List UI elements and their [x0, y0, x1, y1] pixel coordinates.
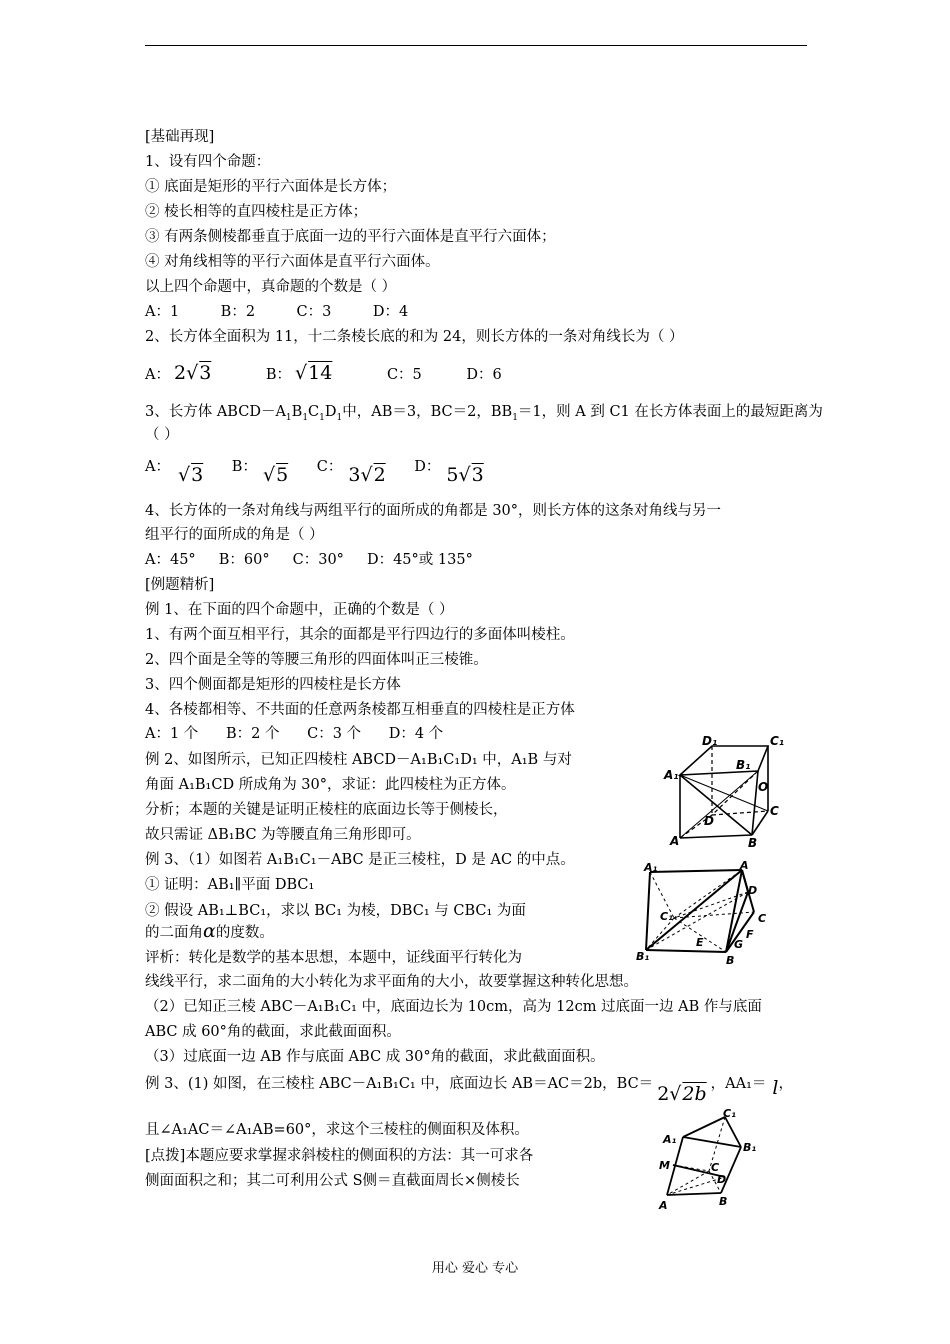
example-3-sub-2-cont: ABC 成 60°角的截面，求此截面面积。 — [145, 1024, 401, 1040]
label-c1: C₁ — [660, 910, 673, 923]
question-2: 2、长方体全面积为 11，十二条棱长底的和为 24，则长方体的一条对角线长为（ ） — [145, 329, 684, 345]
label-a1: A₁ — [663, 1133, 677, 1146]
example-4-line-1: 例 3、(1) 如图，在三棱柱 ABC－A₁B₁C₁ 中，底面边长 AB＝AC＝2b，BC＝ 2√2b ，AA₁＝ l， — [145, 1076, 793, 1105]
label-b1: B₁ — [636, 950, 650, 963]
label-a1: A₁ — [664, 768, 679, 782]
example-3-part-2-cont: 的二面角α的度数。 — [145, 920, 274, 942]
label-d: D — [704, 814, 714, 828]
option-a-value: √3 — [177, 464, 204, 486]
example-1-options: A：1 个 B：2 个 C：3 个 D：4 个 — [145, 726, 444, 742]
example-3-sub-3: （3）过底面一边 AB 作与底面 ABC 成 30°角的截面，求此截面面积。 — [145, 1049, 605, 1065]
question-4-options: A：45° B：60° C：30° D：45°或 135° — [145, 552, 473, 568]
option-b-value: √5 — [262, 464, 289, 486]
label-b1: B₁ — [743, 1141, 757, 1154]
option-a-value: 2√3 — [173, 362, 212, 384]
proposition-4: ④ 对角线相等的平行六面体是直平行六面体。 — [145, 254, 440, 270]
example-1-item-2: 2、四个面是全等的等腰三角形的四面体叫正三棱锥。 — [145, 652, 488, 668]
example-2-line-2: 角面 A₁B₁CD 所成角为 30°，求证：此四棱柱为正方体。 — [145, 777, 516, 793]
example-4-hint-1: [点拨]本题应要求掌握求斜棱柱的侧面积的方法：其一可求各 — [145, 1148, 534, 1164]
figure-square-prism — [660, 733, 790, 853]
example-4-line-2: 且∠A₁AC＝∠A₁AB=60°，求这个三棱柱的侧面积及体积。 — [145, 1122, 529, 1138]
label-c1: C₁ — [770, 734, 785, 748]
label-a: A — [670, 834, 680, 848]
example-3-part-1: ① 证明：AB₁∥平面 DBC₁ — [145, 877, 315, 893]
example-3-line-1: 例 3、（1）如图若 A₁B₁C₁－ABC 是正三棱柱，D 是 AC 的中点。 — [145, 852, 575, 868]
figure-triangular-prism — [630, 860, 775, 968]
option-b-value: √14 — [295, 362, 333, 384]
question-4: 4、长方体的一条对角线与两组平行的面所成的角都是 30°，则长方体的这条对角线与另一 — [145, 503, 722, 519]
option-d-value: 5√3 — [446, 464, 484, 486]
label-c: C — [711, 1161, 720, 1174]
section-heading-examples: [例题精析] — [145, 577, 215, 593]
example-1: 例 1、在下面的四个命题中，正确的个数是（ ） — [145, 602, 454, 618]
question-1: 1、设有四个命题： — [145, 154, 271, 170]
option-b-label: B： — [265, 367, 292, 383]
bc-value: 2√2b — [657, 1083, 707, 1105]
label-b: B — [719, 1195, 728, 1208]
proposition-2: ② 棱长相等的直四棱柱是正方体； — [145, 204, 368, 220]
page-footer: 用心 爱心 专心 — [431, 1261, 519, 1276]
example-3-part-2: ② 假设 AB₁⊥BC₁，求以 BC₁ 为棱，DBC₁ 与 CBC₁ 为面 — [145, 903, 526, 919]
label-g: G — [734, 938, 744, 951]
label-d: D — [717, 1173, 727, 1186]
example-3-comment-1: 评析：转化是数学的基本思想，本题中，证线面平行转化为 — [145, 950, 522, 966]
label-b: B — [748, 836, 758, 850]
question-3-options: A： √3 B： √5 C： 3√2 D： 5√3 — [145, 459, 484, 486]
figure-oblique-prism — [655, 1105, 775, 1213]
header-rule — [145, 45, 807, 46]
example-1-item-4: 4、各棱都相等、不共面的任意两条棱都互相垂直的四棱柱是正方体 — [145, 702, 575, 718]
label-b: B — [726, 954, 735, 967]
option-a-label: A： — [145, 367, 170, 383]
example-3-comment-2: 线线平行，求二面角的大小转化为求平面角的大小，故要掌握这种转化思想。 — [145, 974, 638, 990]
example-2-analysis-2: 故只需证 ΔB₁BC 为等腰直角三角形即可。 — [145, 827, 421, 843]
label-d: D — [748, 884, 758, 897]
label-c1: C₁ — [723, 1107, 736, 1120]
question-3-bracket: （ ） — [145, 427, 179, 443]
example-1-item-1: 1、有两个面互相平行，其余的面都是平行四边行的多面体叫棱柱。 — [145, 627, 575, 643]
example-2-analysis-1: 分析；本题的关键是证明正棱柱的底面边长等于侧棱长， — [145, 802, 508, 818]
question-2-options — [145, 363, 502, 385]
proposition-3: ③ 有两条侧棱都垂直于底面一边的平行六面体是直平行六面体； — [145, 229, 556, 245]
option-d: D：6 — [466, 367, 502, 383]
example-2-line-1: 例 2、如图所示，已知正四棱柱 ABCD－A₁B₁C₁D₁ 中，A₁B 与对 — [145, 752, 572, 768]
label-d1: D₁ — [702, 734, 718, 748]
question-1-prompt: 以上四个命题中，真命题的个数是（ ） — [145, 279, 397, 295]
label-f: F — [746, 928, 754, 941]
example-4-hint-2: 侧面面积之和；其二可利用公式 S侧＝直截面周长×侧棱长 — [145, 1173, 520, 1189]
label-m: M — [659, 1159, 670, 1172]
option-c-value: 3√2 — [348, 464, 386, 486]
question-4-cont: 组平行的面所成的角是（ ） — [145, 527, 324, 543]
section-heading-basic: [基础再现] — [145, 129, 215, 145]
question-3: 3、长方体 $ABCD-A_1B_1C_1D_1$中，AB＝3，BC＝2，$BB_1=1$，则 A 到 C1 在长方体表面上的最短距离为 — [145, 404, 823, 423]
label-b1: B₁ — [736, 758, 751, 772]
label-e: E — [696, 936, 704, 949]
label-a1: A₁ — [644, 861, 658, 874]
label-a: A — [659, 1199, 668, 1212]
label-c: C — [770, 804, 779, 818]
example-3-sub-2: （2）已知正三棱 ABC－A₁B₁C₁ 中，底面边长为 10cm，高为 12cm 过底面一边 AB 作与底面 — [145, 999, 762, 1015]
label-o: O — [758, 780, 769, 794]
proposition-1: ① 底面是矩形的平行六面体是长方体； — [145, 179, 397, 195]
question-1-options: A：1 B：2 C：3 D：4 — [145, 304, 409, 320]
option-c: C：5 — [386, 367, 422, 383]
example-1-item-3: 3、四个侧面都是矩形的四棱柱是长方体 — [145, 677, 401, 693]
label-a: A — [740, 860, 749, 872]
label-c: C — [758, 912, 767, 925]
